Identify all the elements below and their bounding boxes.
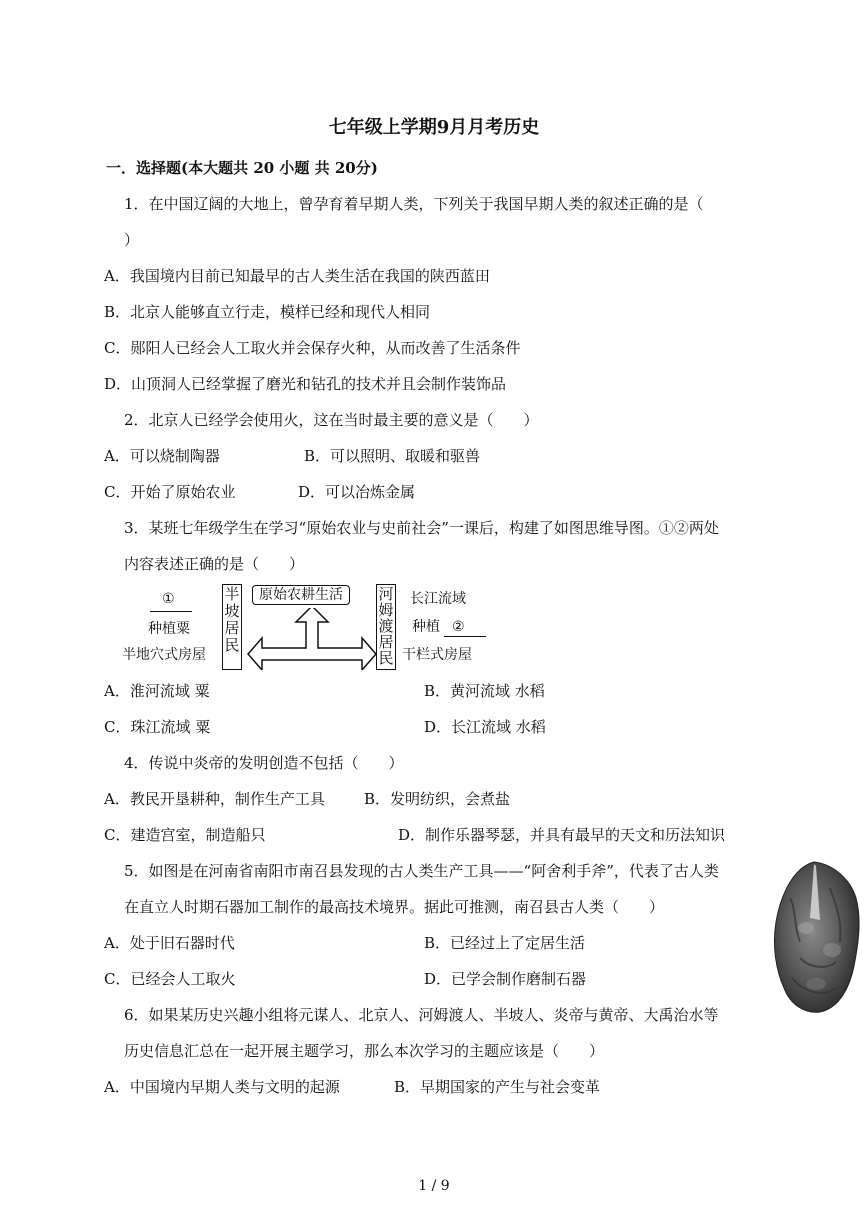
q6-option-b: B．早期国家的产生与社会变革	[394, 1078, 601, 1096]
hemudu-char: 居	[378, 633, 394, 651]
q2-option-b: B．可以照明、取暖和驱兽	[304, 447, 481, 465]
right-house-text: 干栏式房屋	[402, 647, 472, 663]
q5-option-c: C．已经会人工取火	[104, 970, 236, 988]
q1-stem: 1．在中国辽阔的大地上，曾孕育着早期人类，下列关于我国早期人类的叙述正确的是（	[124, 195, 704, 213]
banpo-char: 半	[224, 585, 240, 603]
banpo-char: 居	[224, 619, 240, 637]
q1-option-a: A．我国境内目前已知最早的古人类生活在我国的陕西蓝田	[104, 267, 490, 285]
left-blank-1: ①	[162, 591, 175, 607]
q2-option-c: C．开始了原始农业	[104, 483, 236, 501]
right-region-text: 长江流域	[410, 591, 466, 607]
q6-stem: 6．如果某历史兴趣小组将元谋人、北京人、河姆渡人、半坡人、炎帝与黄帝、大禹治水等	[124, 1006, 719, 1024]
q2-option-a: A．可以烧制陶器	[104, 447, 220, 465]
hemudu-char: 渡	[378, 617, 394, 635]
q1-stem-cont: ）	[124, 231, 140, 249]
q1-option-d: D．山顶洞人已经掌握了磨光和钻孔的技术并且会制作装饰品	[104, 375, 507, 393]
q3-option-d: D．长江流域 水稻	[424, 718, 546, 736]
q2-stem: 2．北京人已经学会使用火，这在当时最主要的意义是（ ）	[124, 411, 539, 429]
q5-option-b: B．已经过上了定居生活	[424, 934, 586, 952]
q5-stem: 5．如图是在河南省南阳市南召县发现的古人类生产工具——“阿舍利手斧”，代表了古人类	[124, 862, 719, 880]
q3-option-a: A．淮河流域 粟	[104, 682, 210, 700]
q3-option-c: C．珠江流域 粟	[104, 718, 211, 736]
q5-option-d: D．已学会制作磨制石器	[424, 970, 587, 988]
hemudu-char: 民	[378, 649, 394, 667]
banpo-box	[222, 584, 242, 670]
page-title: 七年级上学期9月月考历史	[328, 117, 540, 138]
left-blank-line	[150, 611, 192, 612]
q5-option-a: A．处于旧石器时代	[104, 934, 235, 952]
q3-stem: 3．某班七年级学生在学习“原始农业与史前社会”一课后，构建了如图思维导图。①②两处	[124, 519, 719, 537]
center-box: 原始农耕生活	[252, 585, 350, 605]
hemudu-char: 姆	[378, 601, 394, 619]
hemudu-box	[376, 584, 396, 670]
right-blank-2: ②	[452, 619, 465, 635]
hand-axe-image	[770, 858, 862, 1016]
hemudu-char: 河	[378, 585, 394, 603]
q4-stem: 4．传说中炎帝的发明创造不包括（ ）	[124, 754, 404, 772]
banpo-char: 坡	[224, 602, 240, 620]
q5-stem-cont: 在直立人时期石器加工制作的最高技术境界。据此可推测，南召县古人类（ ）	[124, 898, 665, 916]
q1-option-b: B．北京人能够直立行走，模样已经和现代人相同	[104, 303, 431, 321]
right-crop-prefix: 种植	[412, 619, 440, 635]
right-blank-line	[444, 636, 486, 637]
left-house-text: 半地穴式房屋	[122, 647, 206, 663]
q4-option-c: C．建造宫室，制造船只	[104, 826, 266, 844]
q4-option-d: D．制作乐器琴瑟，并具有最早的天文和历法知识	[398, 826, 726, 844]
left-crop-text: 种植粟	[148, 621, 190, 637]
page-number: 1 / 9	[418, 1178, 450, 1194]
section-heading: 一．选择题(本大题共 20 小题 共 20分)	[106, 159, 378, 177]
banpo-char: 民	[224, 636, 240, 654]
mind-map-diagram	[118, 580, 490, 672]
q3-option-b: B．黄河流域 水稻	[424, 682, 545, 700]
q4-option-a: A．教民开垦耕种，制作生产工具	[104, 790, 325, 808]
q3-stem-cont: 内容表述正确的是（ ）	[124, 555, 305, 573]
q2-option-d: D．可以冶炼金属	[298, 483, 416, 501]
arrows-graphic	[246, 608, 378, 670]
q4-option-b: B．发明纺织，会煮盐	[364, 790, 511, 808]
q6-stem-cont: 历史信息汇总在一起开展主题学习，那么本次学习的主题应该是（ ）	[124, 1042, 605, 1060]
q6-option-a: A．中国境内早期人类与文明的起源	[104, 1078, 340, 1096]
q1-option-c: C．郧阳人已经会人工取火并会保存火种，从而改善了生活条件	[104, 339, 521, 357]
